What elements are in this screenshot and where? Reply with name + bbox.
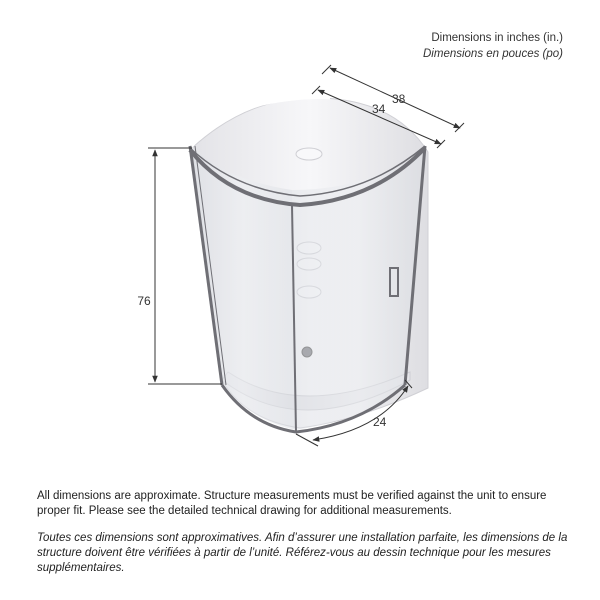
disclaimer-fr: Toutes ces dimensions sont approximatives. Afin d’assurer une installation parfaite, les dimensions de la structure doivent être vérifiées à partir de l’unité. Référez-vous au dessin technique pour les mesures supplémentaires. (37, 532, 568, 574)
units-label-en: Dimensions in inches (in.) (431, 32, 563, 44)
dim-label-76: 76 (137, 294, 151, 308)
dim-label-38: 38 (392, 92, 406, 106)
disclaimer-en: All dimensions are approximate. Structure measurements must be verified against the unit to ensure proper fit. Please see the detailed technical drawing for additional measurements. (37, 490, 547, 517)
shelf-top (296, 148, 322, 160)
disclaimer-notes (37, 489, 572, 588)
units-label-fr: Dimensions en pouces (po) (423, 48, 563, 60)
dim-label-34: 34 (372, 102, 386, 116)
dim-label-24: 24 (373, 415, 387, 429)
